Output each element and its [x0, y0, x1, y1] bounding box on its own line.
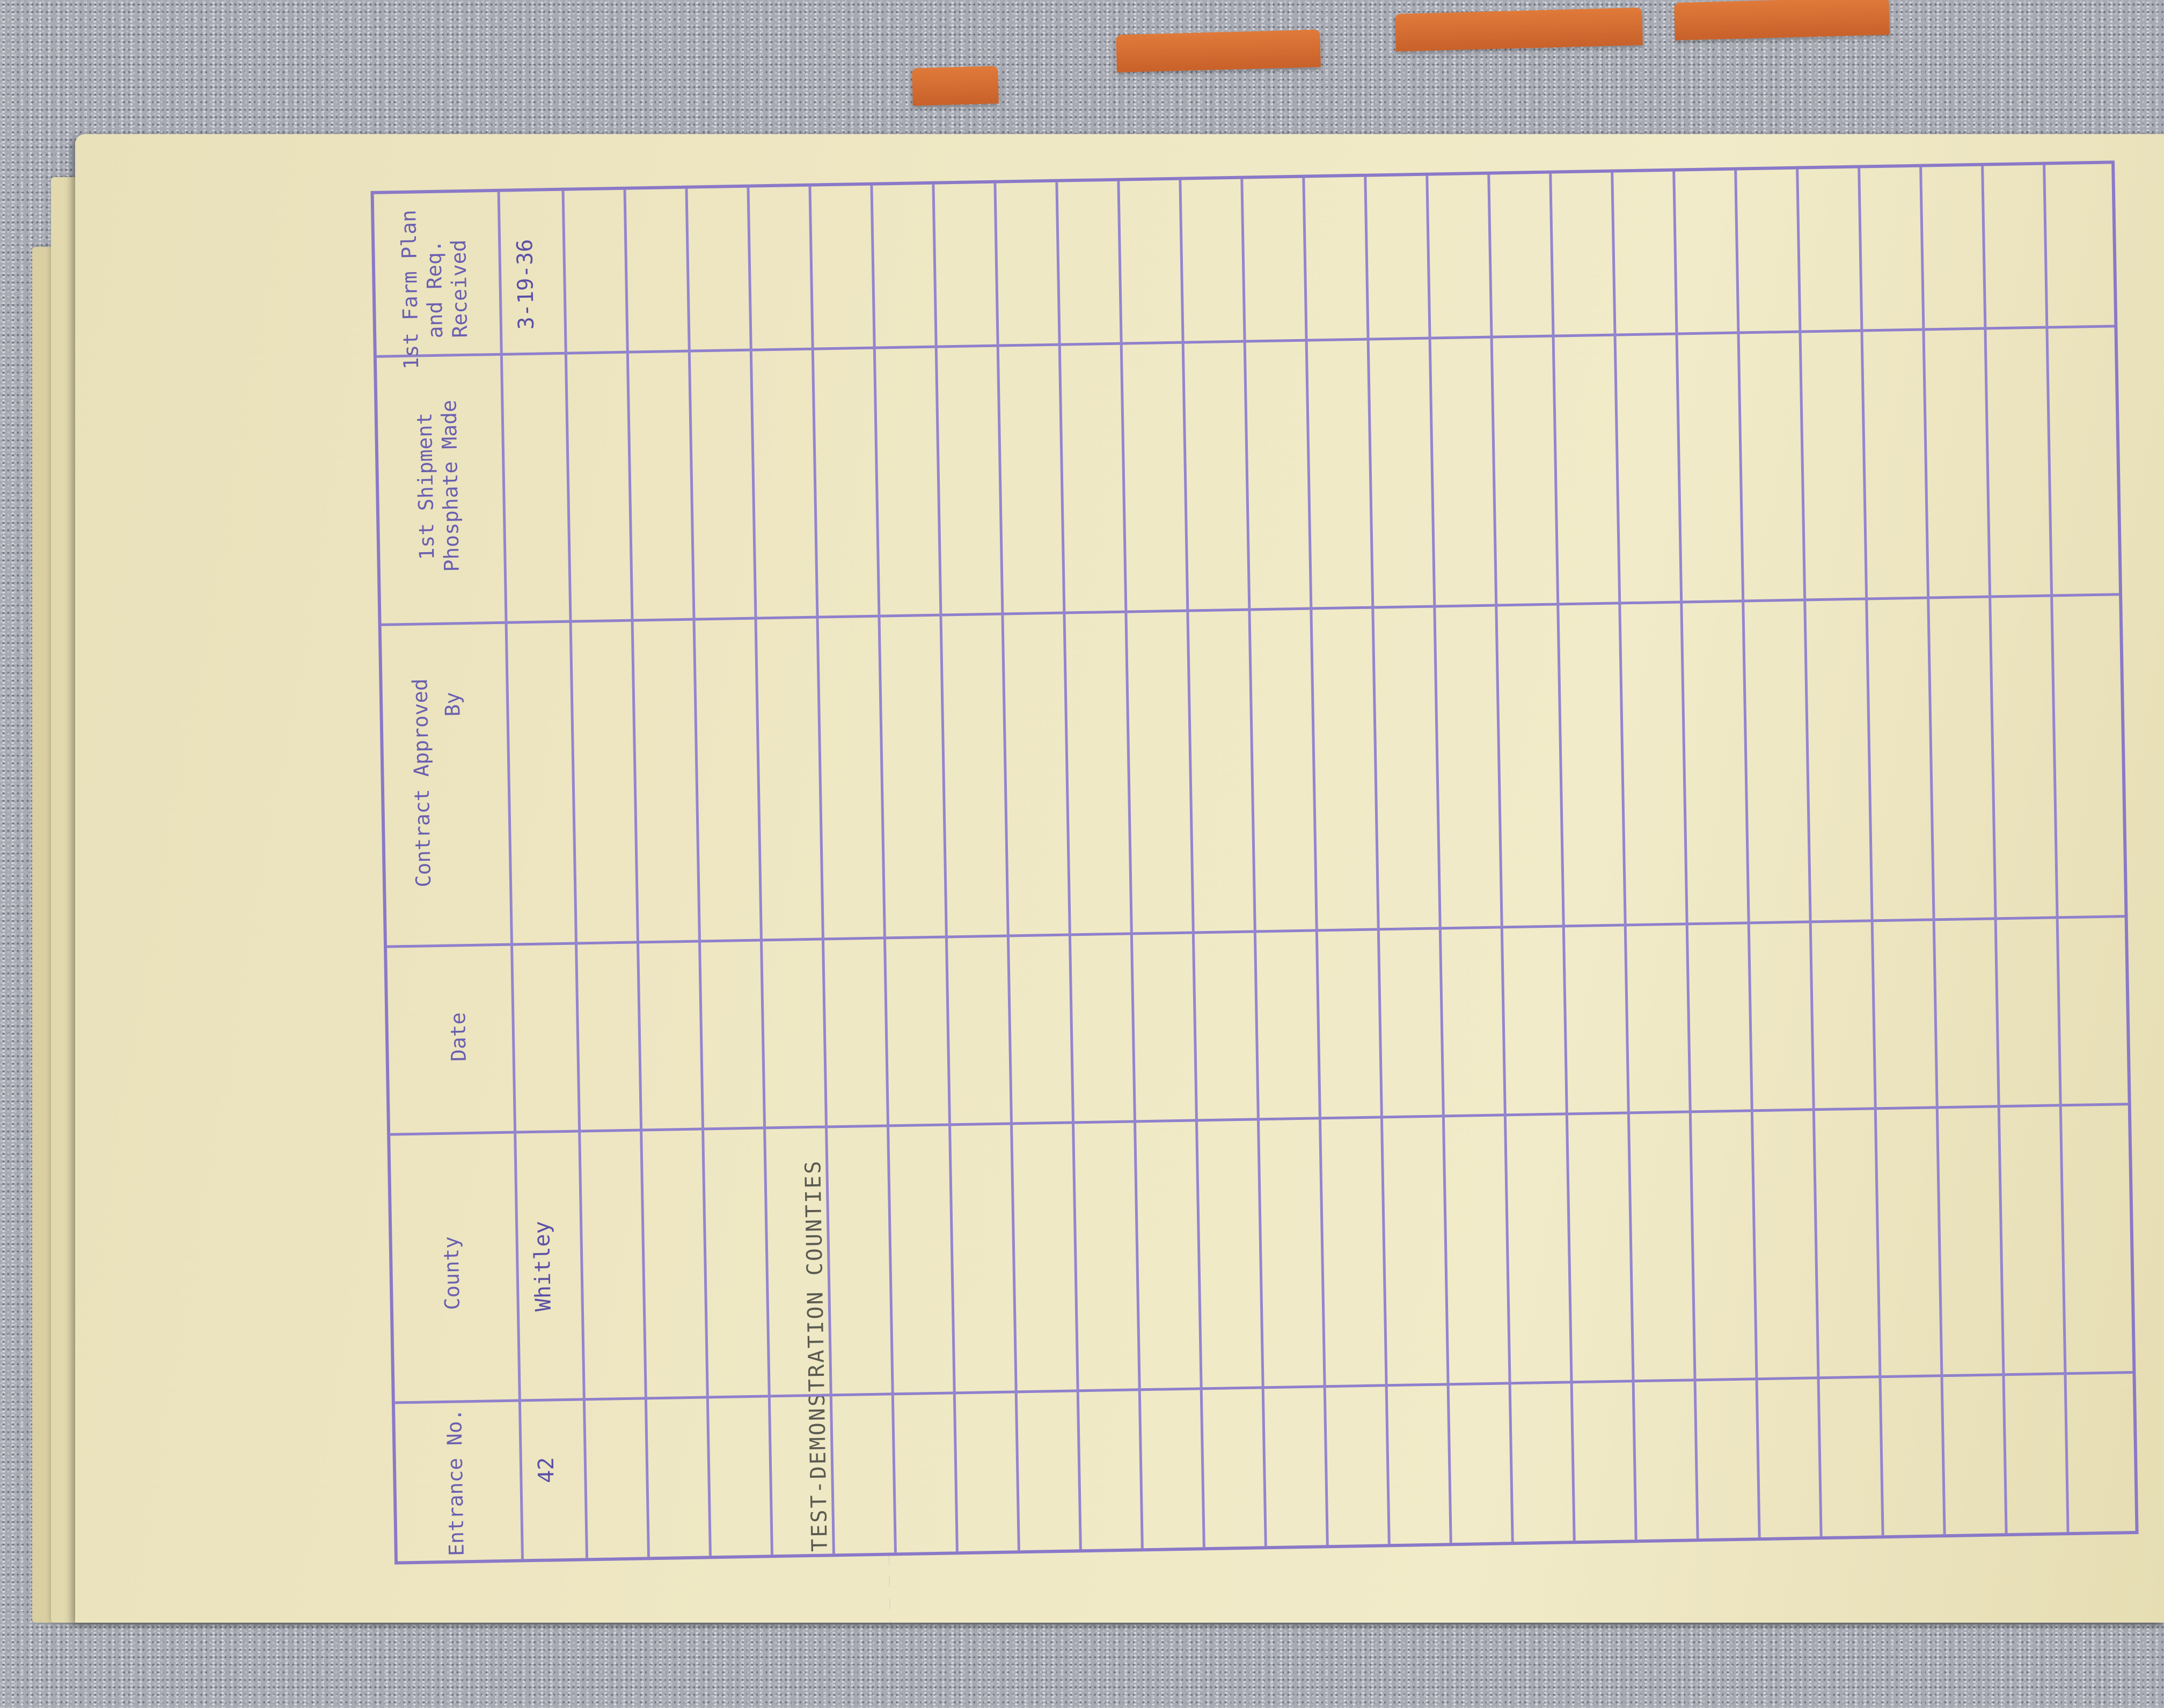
row-divider — [932, 185, 958, 1552]
binder-tab — [912, 66, 999, 106]
header-divider — [498, 192, 524, 1559]
row-divider — [870, 186, 896, 1553]
row-divider — [1179, 180, 1205, 1548]
row-divider — [1425, 176, 1452, 1543]
binder-tab — [1674, 0, 1890, 40]
cell-entrance-no: 42 — [533, 1457, 559, 1484]
document-page — [75, 134, 2164, 1698]
column-divider — [387, 943, 500, 948]
row-divider — [1302, 178, 1328, 1545]
bleed-through: _ _ _ _ _ _ _ — [868, 1554, 893, 1698]
header-entrance-no: Entrance No. — [442, 1408, 469, 1557]
header-contract-by: By — [440, 692, 465, 717]
cell-first-farm-plan: 3-19-36 — [513, 239, 539, 330]
column-divider — [494, 915, 2125, 946]
page-title: TEST-DEMONSTRATION COUNTIES — [801, 1159, 832, 1552]
header-county: County — [439, 1236, 464, 1310]
record-table — [370, 160, 2138, 1564]
row-divider — [1364, 177, 1390, 1544]
row-divider — [808, 187, 835, 1554]
row-divider — [1981, 166, 2007, 1534]
row-divider — [1611, 173, 1637, 1540]
header-contract-date: Date — [446, 1012, 471, 1062]
row-divider — [1117, 181, 1143, 1549]
row-divider — [2043, 165, 2069, 1533]
row-divider — [685, 189, 712, 1556]
row-divider — [747, 188, 773, 1555]
row-divider — [562, 191, 588, 1558]
row-divider — [1487, 175, 1514, 1542]
form — [247, 144, 2150, 1698]
row-divider — [1549, 174, 1575, 1541]
binder-tab — [1395, 8, 1643, 52]
row-divider — [624, 190, 650, 1557]
row-divider — [1240, 179, 1267, 1546]
header-contract-approved: Contract Approved — [408, 678, 436, 888]
row-divider — [1796, 170, 1822, 1537]
row-divider — [1919, 167, 1946, 1535]
binder-tab — [1116, 30, 1321, 72]
row-divider — [1055, 182, 1081, 1550]
header-first-shipment: 1st Shipment Phosphate Made — [412, 399, 464, 572]
row-divider — [1858, 168, 1884, 1536]
row-divider — [993, 184, 1020, 1551]
cell-county: Whitley — [530, 1221, 556, 1312]
row-divider — [1672, 172, 1699, 1539]
header-first-farm-plan: 1st Farm Plan and Req. Received — [397, 209, 472, 370]
row-divider — [1734, 171, 1760, 1538]
